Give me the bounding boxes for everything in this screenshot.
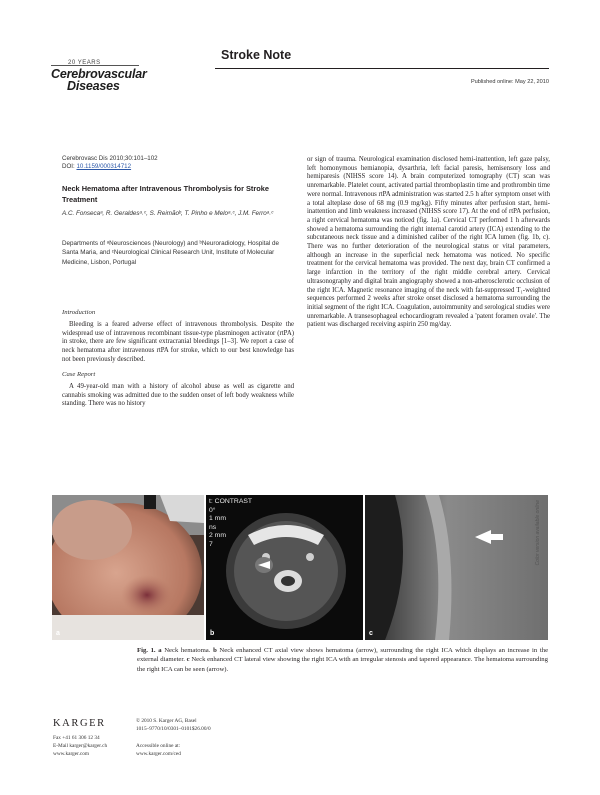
published-date: Published online: May 22, 2010	[470, 79, 549, 85]
caption-a-text: Neck hematoma.	[164, 647, 211, 654]
logo-years: 20 YEARS	[68, 60, 101, 66]
ct-overlay-line: 7	[209, 540, 213, 548]
intro-section	[62, 321, 294, 365]
citation-line: Cerebrovasc Dis 2010;30:101–102	[62, 155, 158, 162]
copyright: © 2010 S. Karger AG, Basel	[136, 718, 197, 724]
caption-b-text: Neck enhanced CT axial view shows hematoma (arrow), surrounding the right ICA which displays an increase in the external diameter.	[137, 647, 549, 664]
affiliations: Departments of ᵃNeurosciences (Neurology) and ᵇNeuroradiology, Hospital de Santa Maria, and ᶜNeurological Clinical Research Unit, Institute of Molecular Medicine, Lisbon, Portugal	[62, 240, 280, 266]
access-block	[136, 743, 181, 759]
right-column	[307, 156, 550, 330]
figure-panel-c-ct-lateral	[365, 495, 548, 640]
ct-overlay-line: ns	[209, 523, 217, 531]
doi-label: DOI:	[62, 163, 77, 171]
citation	[62, 155, 158, 172]
intro-paragraph: Bleeding is a feared adverse effect of intravenous thrombolysis. Despite the widespread use of intravenous recombinant tissue-type plasminogen activator (rtPA) in stroke, there are few significant extracranial bleedings [1–3]. We report a case of neck hematoma after intravenous rtPA for stroke, which to our best knowledge has not been previously described.	[62, 321, 294, 363]
publisher-contact	[53, 735, 107, 758]
right-column-paragraph: or sign of trauma. Neurological examination disclosed hemi-inattention, left gaze palsy, left homonymous hemianopia, dysarthria, left facial paresis, hemisensory loss and hemiparesis (NIHSS score 14). A brain computerized tomography (CT) scan was unremarkable. Platelet count, activated partial thromboplastin time and prothrombin time were normal. Intravenous rtPA administration was started 2.5 h after symptom onset with a total alteplase dose of 68 mg (0.9 mg/kg). Fifty minutes after perfusion start, hemi-inattention and limb weakness increased (NIHSS score 17). At the end of rtPA perfusion, a right cervical hematoma was noticed (fig. 1a). Cervical CT performed 1 h afterwards showed a hematoma surrounding the right internal carotid artery (ICA) extending to the subcutaneous neck tissue and a diminished caliber of the right ICA lumen (fig. 1b, c). There was no further deterioration of the neurological status or vital parameters, although an increase in the superficial neck hematoma was noticed. No specific treatment for the cervical hematoma was provided. The next day, brain CT confirmed a large infarction in the territory of the right middle cerebral artery. Cervical ultrasonography and digital brain angiography showed a non-atherosclerotic occlusion of the right ICA. Magnetic resonance imaging of the neck with fat-suppressed T₁-weighted sequences performed 2 weeks after stroke onset disclosed a hematoma surrounding the initial segment of the right ICA. Coagulation, autoimmunity and serological studies were unremarkable. A transesophageal echocardiogram revealed a 'patent foramen ovale'. The patient was discharged receiving aspirin 250 mg/day.	[307, 156, 550, 329]
ct-overlay-text	[209, 498, 252, 550]
caption-b-letter: b	[213, 647, 217, 654]
neck-photo-illustration	[52, 495, 204, 640]
fax: Fax +41 61 306 12 34	[53, 735, 100, 741]
access-url[interactable]: www.karger.com/ced	[136, 750, 181, 757]
ct-overlay-line: t: CONTRAST	[209, 498, 253, 505]
case-report-section	[62, 383, 294, 409]
copyright-block	[136, 718, 211, 734]
caption-c-text: Neck enhanced CT lateral view showing the right ICA with an irregular stenosis and tapered appearance. The hematoma surrounding the right ICA can be seen (arrow).	[137, 656, 548, 673]
panel-b-label: b	[210, 630, 215, 637]
figure-caption	[137, 646, 548, 674]
figure-panel-b-ct-axial	[206, 495, 363, 640]
ct-overlay-line: 2 mm	[209, 532, 226, 540]
journal-logo-line2: Diseases	[67, 79, 120, 93]
figure-1	[52, 495, 548, 640]
ct-overlay-line: 1 mm	[209, 515, 226, 523]
figure-panel-a-photo	[52, 495, 204, 640]
panel-c-label: c	[369, 630, 373, 637]
caption-c-letter: c	[186, 656, 190, 664]
header-rule	[215, 68, 549, 69]
journal-logo-line1: Cerebrovascular	[51, 67, 147, 81]
authors: A.C. Fonsecaᵃ, R. Geraldesᵃ˒ᶜ, S. Reimãoᵇ, T. Pinho e Meloᵃ˒ᶜ, J.M. Ferroᵃ˒ᶜ	[62, 210, 274, 217]
access-label: Accessible online at:	[136, 743, 181, 749]
email[interactable]: E-Mail karger@karger.ch	[53, 742, 108, 749]
ct-lateral-illustration	[365, 495, 548, 640]
ct-overlay-line: 0°	[209, 506, 216, 514]
doi-link[interactable]: 10.1159/000314712	[76, 163, 132, 171]
caption-label: Fig. 1.	[137, 647, 156, 654]
case-report-heading: Case Report	[62, 371, 96, 378]
issn: 1015–9770/10/0301–0101$26.00/0	[136, 725, 211, 732]
color-version-note: Color version available online	[535, 500, 541, 566]
section-title: Stroke Note	[221, 48, 292, 62]
website[interactable]: www.karger.com	[53, 750, 90, 757]
article-title: Neck Hematoma after Intravenous Thrombolysis for Stroke Treatment	[62, 184, 269, 204]
panel-a-label: a	[56, 630, 60, 637]
publisher-logo: KARGER	[53, 718, 106, 729]
intro-heading: Introduction	[62, 309, 96, 316]
caption-a-letter: a	[158, 647, 162, 654]
doi-line	[62, 163, 158, 171]
case-report-paragraph: A 49-year-old man with a history of alcohol abuse as well as cigarette and cannabis smoking was admitted due to the sudden onset of left body weakness while standing. There was no history	[62, 383, 294, 408]
